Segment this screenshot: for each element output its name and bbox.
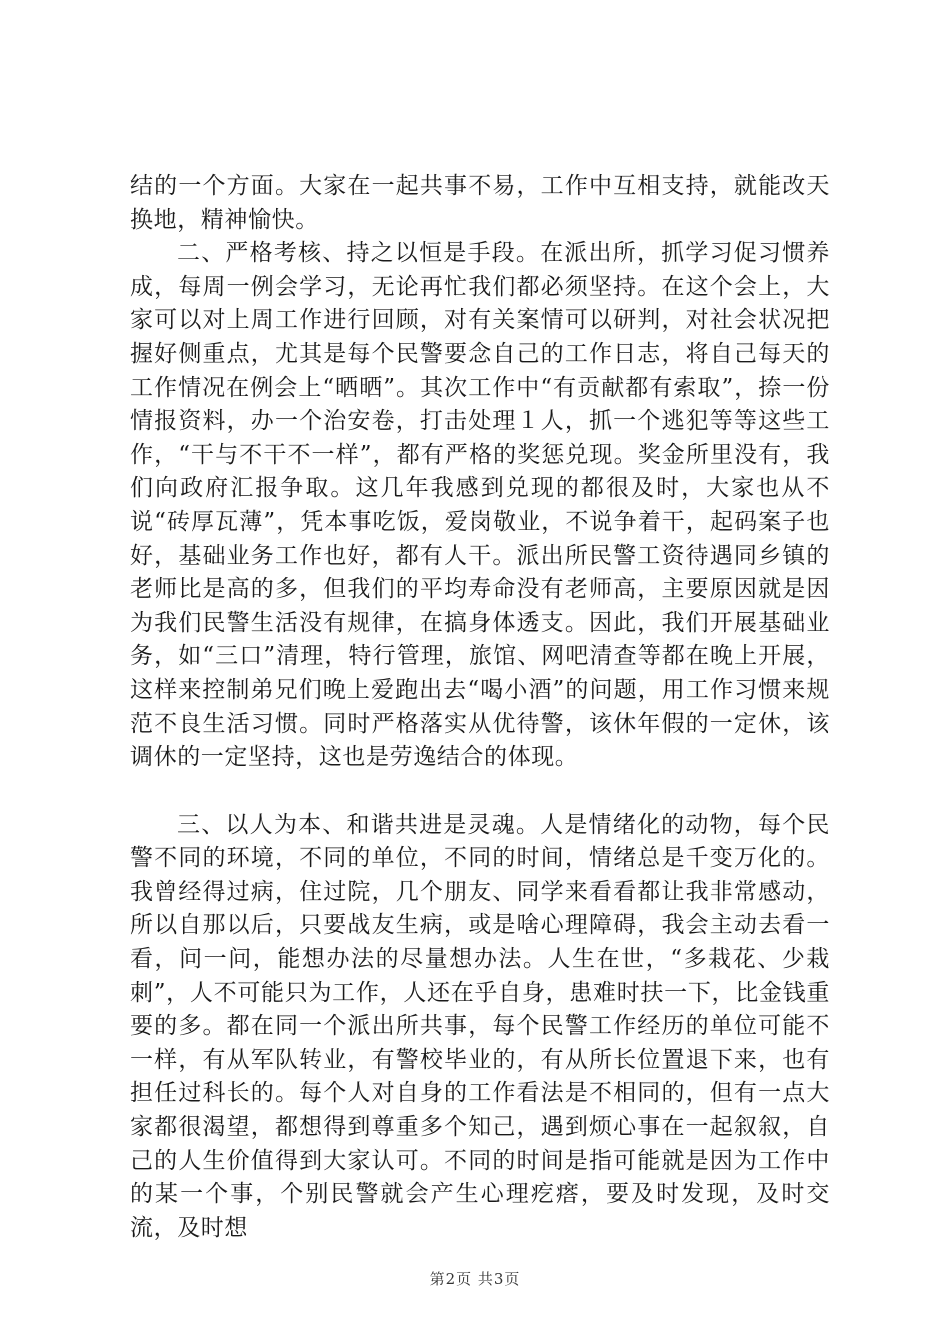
page-footer <box>0 1268 950 1289</box>
paragraph-continuation: 结的一个方面。大家在一起共事不易，工作中互相支持，就能改天换地，精神愉快。 <box>130 173 830 233</box>
paragraph-section-two: 二、严格考核、持之以恒是手段。在派出所，抓学习促习惯养成，每周一例会学习，无论再忙我们都必须坚持。在这个会上，大家可以对上周工作进行回顾，对有关案情可以研判，对社会状况把握好侧重点，尤其是每个民警要念自己的工作日志，将自己每天的工作情况在例会上“晒晒”。其次工作中“有贡献都有索取”，捺一份情报资料，办一个治安卷，打击处理１人，抓一个逃犯等等这些工作，“干与不干不一样”，都有严格的奖惩兑现。奖金所里没有，我们向政府汇报争取。这几年我感到兑现的都很及时，大家也从不说“砖厚瓦薄”，凭本事吃饭，爱岗敬业，不说争着干，起码案子也好，基础业务工作也好，都有人干。派出所民警工资待遇同乡镇的老师比是高的多，但我们的平均寿命没有老师高，主要原因就是因为我们民警生活没有规律，在搞身体透支。因此，我们开展基础业务，如“三口”清理，特行管理，旅馆、网吧清查等都在晚上开展，这样来控制弟兄们晚上爱跑出去“喝小酒”的问题，用工作习惯来规范不良生活习惯。同时严格落实从优待警，该休年假的一定休，该调休的一定坚持，这也是劳逸结合的体现。 <box>130 240 830 771</box>
page-indicator: 第2页 共3页 <box>429 1270 521 1288</box>
document-body <box>130 170 830 1245</box>
paragraph-section-three: 三、以人为本、和谐共进是灵魂。人是情绪化的动物，每个民警不同的环境，不同的单位，不同的时间，情绪总是千变万化的。我曾经得过病，住过院，几个朋友、同学来看看都让我非常感动，所以自那以后，只要战友生病，或是啥心理障碍，我会主动去看一看，问一问，能想办法的尽量想办法。人生在世，“多栽花、少栽刺”，人不可能只为工作，人还在乎自身，患难时扶一下，比金钱重要的多。都在同一个派出所共事，每个民警工作经历的单位可能不一样，有从军队转业，有警校毕业的，有从所长位置退下来，也有担任过科长的。每个人对自身的工作看法是不相同的，但有一点大家都很渴望，都想得到尊重多个知己，遇到烦心事在一起叙叙，自己的人生价值得到大家认可。不同的时间是指可能就是因为工作中的某一个事，个别民警就会产生心理疙瘩，要及时发现，及时交流，及时想 <box>130 811 830 1241</box>
